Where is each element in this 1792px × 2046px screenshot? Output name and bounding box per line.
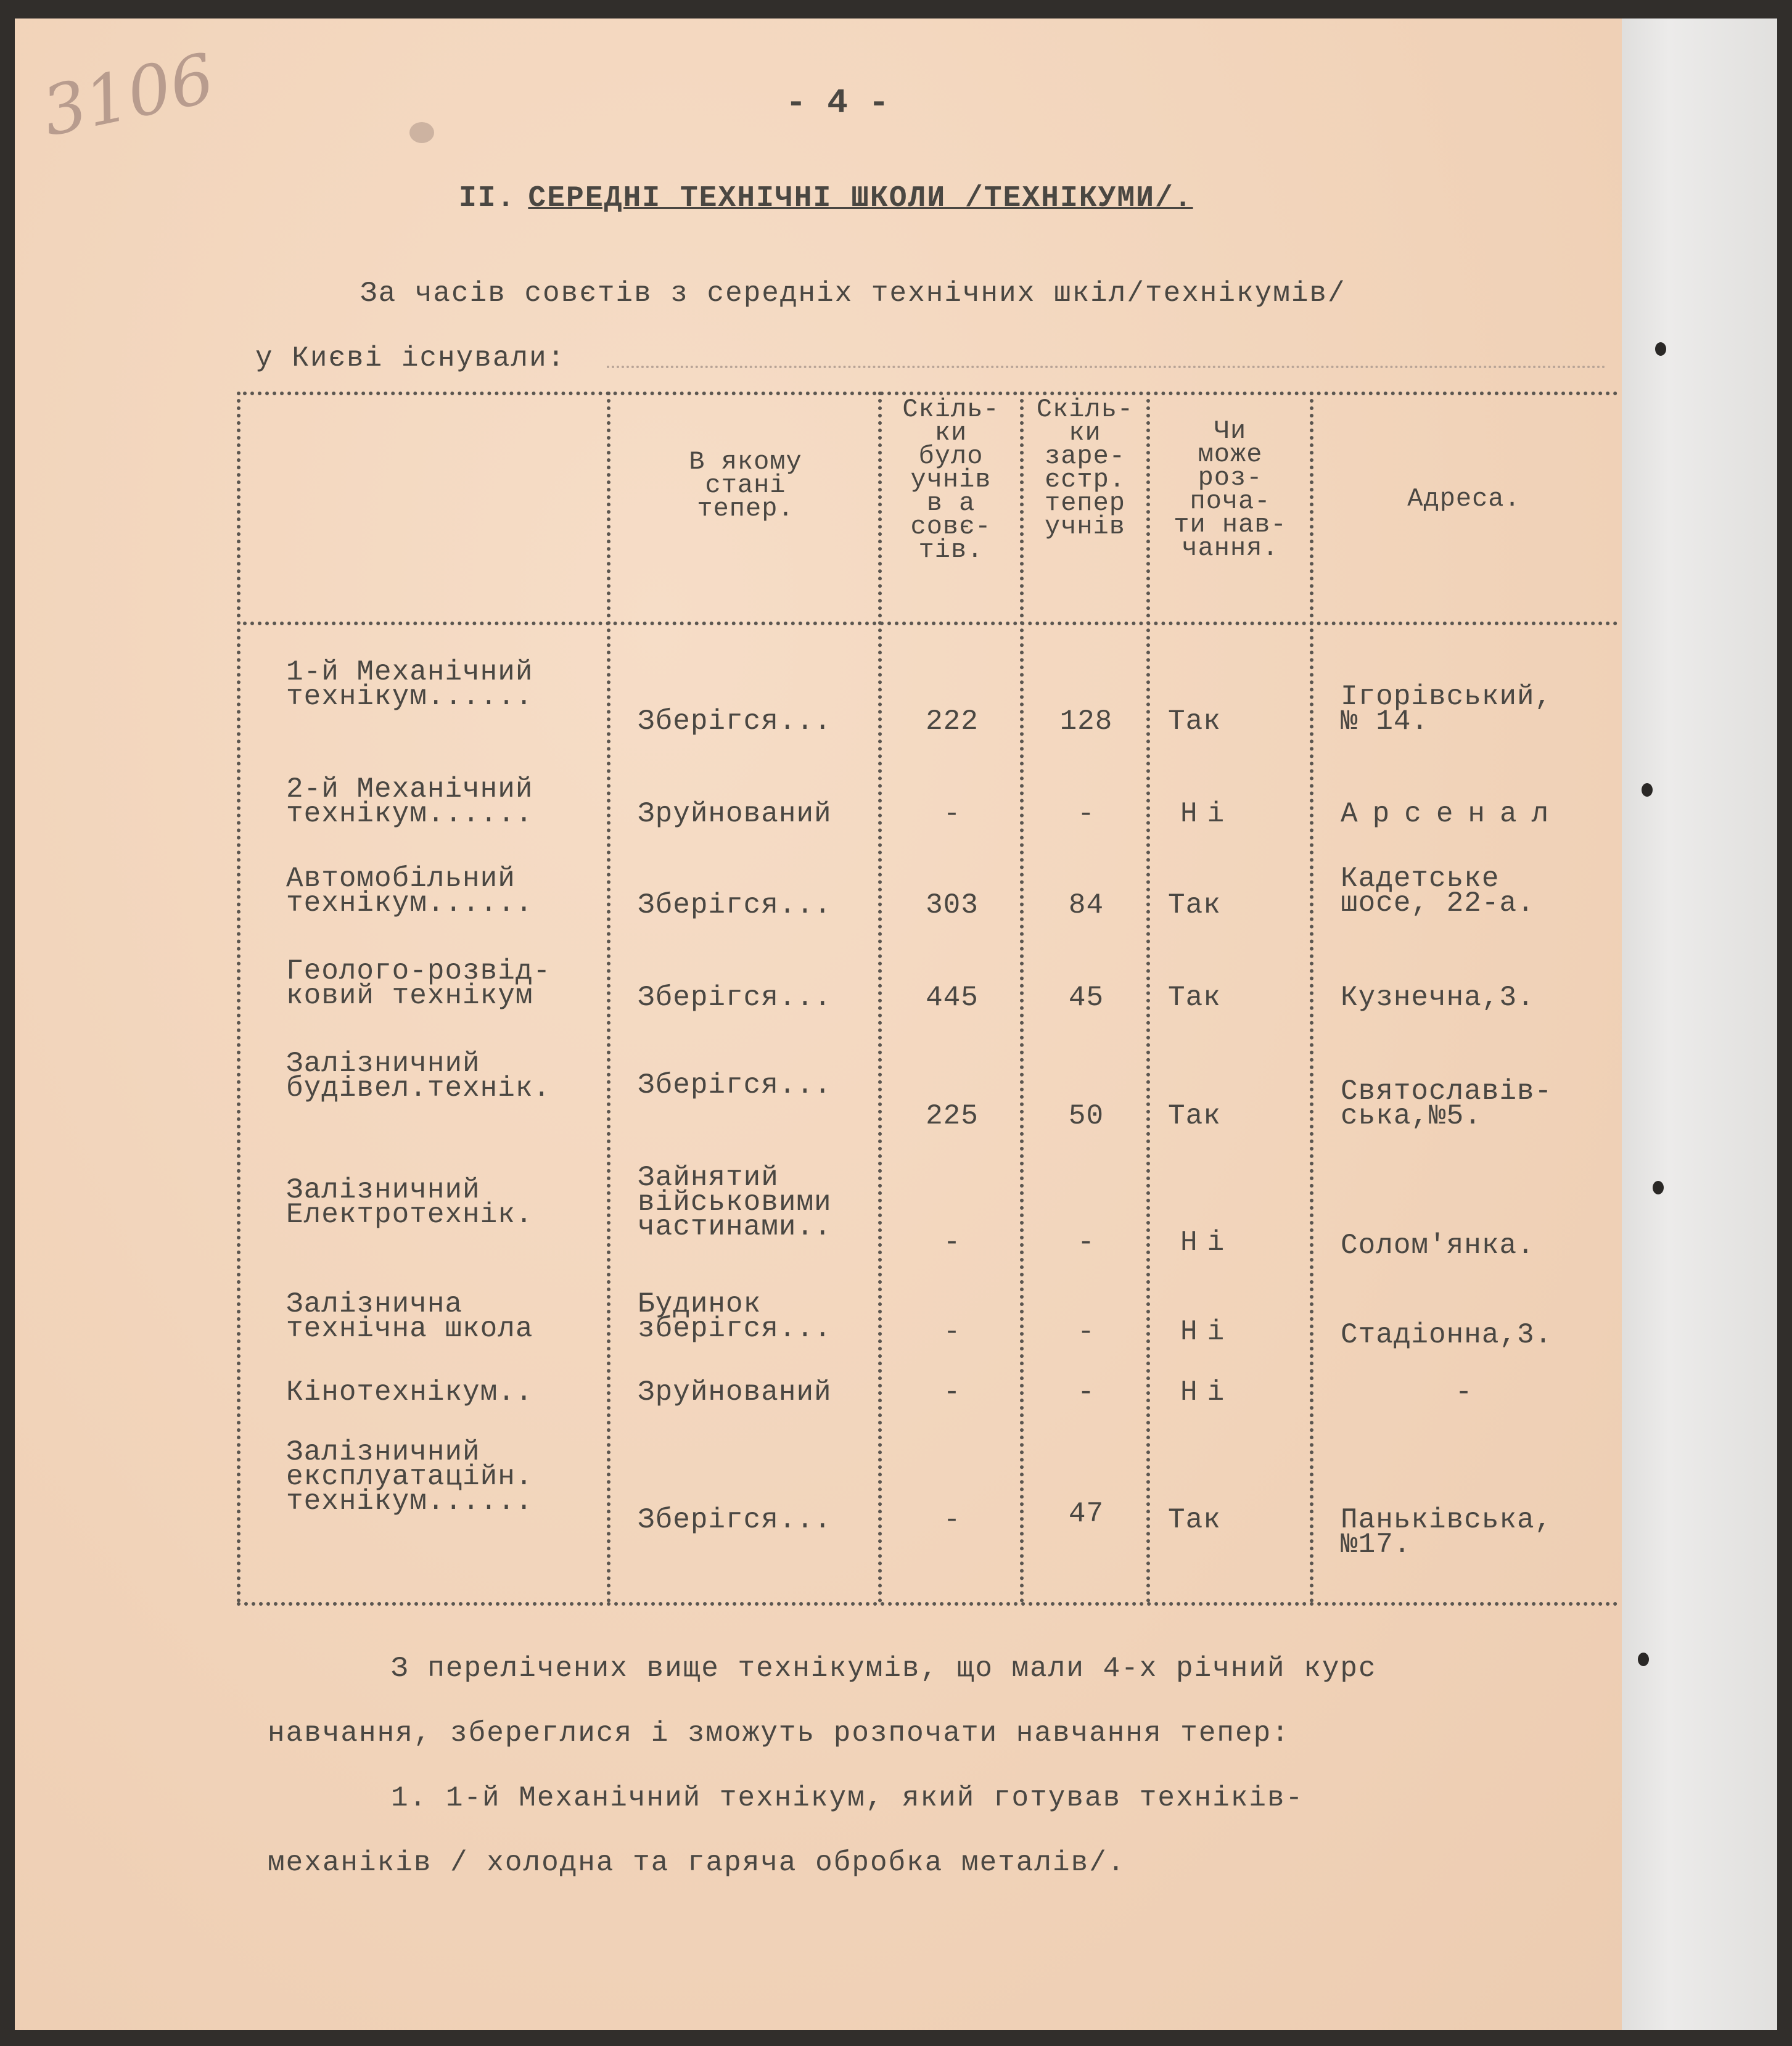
- table-row-registered-now: 45: [1068, 982, 1104, 1014]
- table-row-students-before: 445: [926, 982, 979, 1014]
- table-col-divider-5: [1310, 392, 1313, 1603]
- table-row-address: Паньківська, №17.: [1341, 1504, 1553, 1561]
- table-row-registered-now: 128: [1059, 705, 1113, 737]
- table-row-address: Святославів- ська,№5.: [1341, 1075, 1553, 1132]
- header-state: В якому стані тепер.: [689, 447, 802, 524]
- smudge: [409, 122, 434, 143]
- table-row-students-before: 225: [926, 1100, 979, 1132]
- table-row-state: Зайнятий військовими частинами..: [638, 1162, 832, 1243]
- table-row-state: Зберігся...: [638, 889, 832, 921]
- table-row-can-start: Так: [1168, 1504, 1221, 1536]
- table-row-registered-now: 84: [1068, 889, 1104, 921]
- footer-line-4: механіків / холодна та гаряча обробка металів/.: [268, 1847, 1126, 1879]
- table-row-can-start: Так: [1168, 982, 1221, 1014]
- table-col-divider-1: [607, 392, 610, 1603]
- footer-line-2: навчання, збереглися і зможуть розпочати навчання тепер:: [268, 1717, 1290, 1749]
- binding-hole: [1653, 1181, 1664, 1194]
- table-col-divider-4: [1146, 392, 1150, 1603]
- header-students-before: Скіль- ки було учнів в а совє- тів.: [902, 395, 1000, 565]
- table-header-rule: [243, 622, 1618, 625]
- table-left-border: [237, 392, 240, 1603]
- page-number: - 4 -: [786, 83, 890, 123]
- table-row-state: Зберігся...: [638, 705, 832, 737]
- table-row-students-before: -: [943, 1226, 961, 1259]
- table-row-name: 1-й Механічний технікум......: [286, 656, 533, 713]
- document-page: [15, 18, 1622, 2030]
- table-bottom-rule: [237, 1602, 1618, 1606]
- table-row-name: Геолого-розвід- ковий технікум: [286, 955, 551, 1012]
- footer-line-3: 1. 1-й Механічний технікум, який готував техніків-: [391, 1782, 1304, 1814]
- table-row-registered-now: -: [1077, 1226, 1095, 1259]
- table-row-registered-now: -: [1077, 1376, 1095, 1408]
- table-row-can-start: Так: [1168, 1100, 1221, 1132]
- section-title: [459, 182, 1193, 215]
- table-row-address: Ігорівський, № 14.: [1341, 681, 1553, 737]
- table-row-can-start: Так: [1168, 705, 1221, 737]
- header-can-start: Чи може роз- поча- ти нав- чання.: [1173, 416, 1287, 563]
- binding-hole: [1655, 342, 1666, 356]
- table-row-registered-now: 50: [1068, 1100, 1104, 1132]
- table-col-divider-3: [1020, 392, 1024, 1603]
- table-row-address: Кузнечна,3.: [1341, 982, 1535, 1014]
- table-row-name: Залізничний Електротехнік.: [286, 1174, 533, 1231]
- table-row-address: -: [1455, 1376, 1473, 1408]
- header-address: Адреса.: [1407, 484, 1521, 514]
- table-row-address: Солом'янка.: [1341, 1230, 1535, 1262]
- table-row-state: Зберігся...: [638, 1504, 832, 1536]
- section-roman: II.: [459, 182, 516, 215]
- table-row-registered-now: -: [1077, 798, 1095, 830]
- footer-line-1: З перелічених вище технікумів, що мали 4-х річний курс: [391, 1653, 1377, 1685]
- section-heading: СЕРЕДНІ ТЕХНІЧНІ ШКОЛИ /ТЕХНІКУМИ/.: [528, 182, 1193, 215]
- table-row-can-start: Ні: [1180, 1226, 1235, 1259]
- table-row-students-before: -: [943, 1316, 961, 1348]
- table-col-divider-2: [878, 392, 882, 1603]
- binding-hole: [1638, 1653, 1649, 1666]
- table-row-state: Зруйнований: [638, 1376, 832, 1408]
- table-row-students-before: 222: [926, 705, 979, 737]
- intro-line-2: у Києві існували:: [255, 342, 566, 374]
- table-row-name: Залізнична технічна школа: [286, 1288, 533, 1345]
- table-row-name: Залізничний будівел.технік.: [286, 1048, 551, 1104]
- table-row-address: Стадіонна,3.: [1341, 1319, 1553, 1351]
- table-row-can-start: Так: [1168, 889, 1221, 921]
- table-row-name: Кінотехнікум..: [286, 1376, 533, 1408]
- table-row-registered-now: 47: [1068, 1498, 1104, 1530]
- table-row-name: Залізничний експлуатаційн. технікум......: [286, 1436, 533, 1518]
- header-registered-now: Скіль- ки заре- єстр. тепер учнів: [1036, 395, 1134, 541]
- underlying-sheet: [1597, 18, 1777, 2030]
- faint-dotted-line: [607, 366, 1606, 368]
- table-row-can-start: Ні: [1180, 798, 1235, 830]
- table-row-state: Зруйнований: [638, 798, 832, 830]
- intro-line-1: За часів совєтів з середніх технічних шкіл/технікумів/: [360, 277, 1346, 310]
- table-row-students-before: -: [943, 798, 961, 830]
- table-row-students-before: 303: [926, 889, 979, 921]
- table-row-address: Арсенал: [1341, 798, 1564, 830]
- table-row-registered-now: -: [1077, 1316, 1095, 1348]
- table-row-state: Зберігся...: [638, 982, 832, 1014]
- table-row-students-before: -: [943, 1376, 961, 1408]
- table-row-name: Автомобільний технікум......: [286, 863, 533, 919]
- table-row-state: Будинок зберігся...: [638, 1288, 832, 1345]
- table-row-can-start: Ні: [1180, 1316, 1235, 1348]
- archive-number: 3106: [35, 38, 221, 152]
- table-row-address: Кадетське шосе, 22-а.: [1341, 863, 1535, 919]
- table-row-name: 2-й Механічний технікум......: [286, 773, 533, 830]
- binding-hole: [1642, 783, 1653, 797]
- table-row-state: Зберігся...: [638, 1069, 832, 1101]
- table-row-can-start: Ні: [1180, 1376, 1235, 1408]
- table-row-students-before: -: [943, 1504, 961, 1536]
